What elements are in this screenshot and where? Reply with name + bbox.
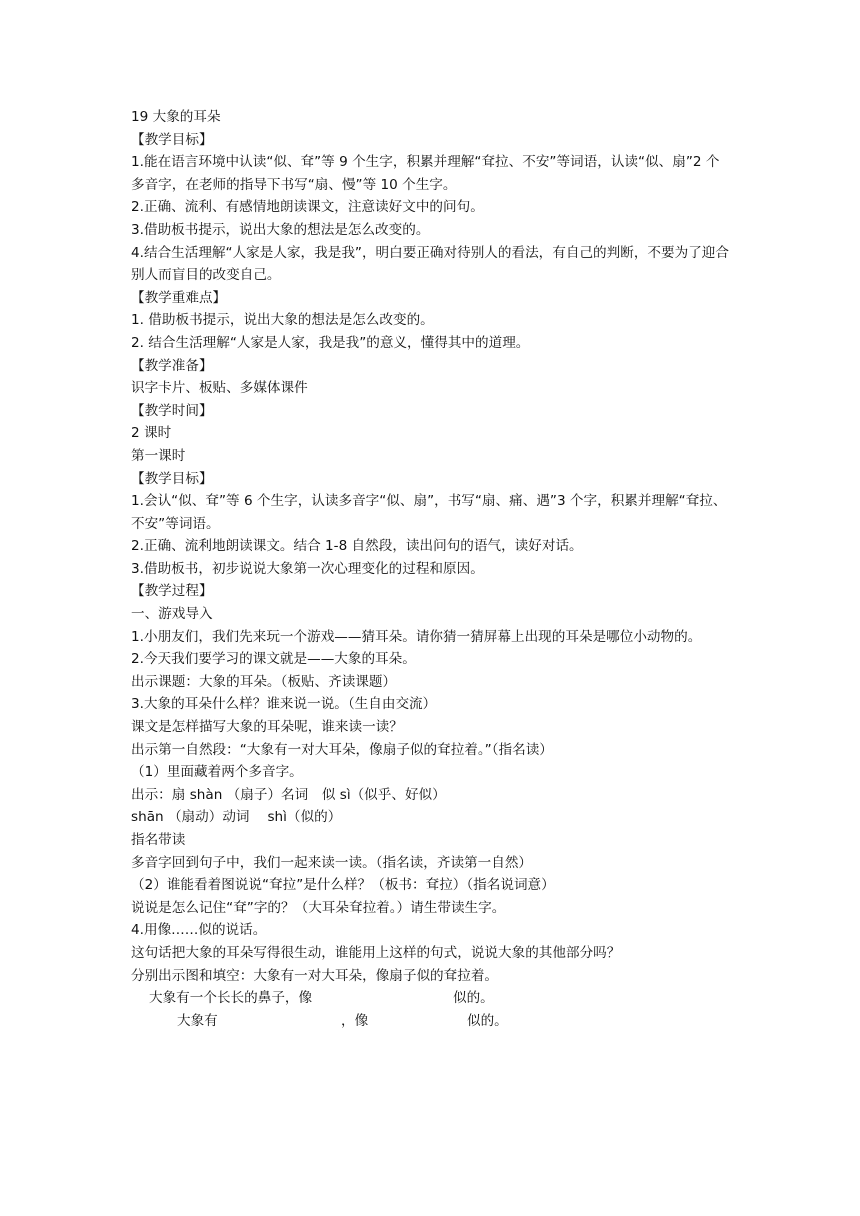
paragraph-goal-2-2: 2.正确、流利地朗读课文。结合 1-8 自然段，读出问句的语气，读好对话。: [131, 538, 583, 555]
paragraph-show-title: 出示课题：大象的耳朵。（板贴、齐读课题）: [131, 673, 397, 690]
paragraph-time: 2 课时: [131, 425, 172, 442]
paragraph-step-3: 3.大象的耳朵什么样？谁来说一说。（生自由交流）: [131, 696, 437, 713]
lesson-title: 19 大象的耳朵: [131, 109, 221, 125]
paragraph-dala: （2）谁能看着图说说“耷拉”是什么样？（板书：耷拉）（指名说词意）: [131, 877, 555, 894]
paragraph-polyphones: （1）里面藏着两个多音字。: [131, 764, 303, 781]
paragraph-how-described: 课文是怎样描写大象的耳朵呢，谁来读一读？: [131, 719, 403, 736]
paragraph-back-to-sentence: 多音字回到句子中，我们一起来读一读。（指名读，齐读第一自然）: [131, 854, 533, 871]
fill-1-suffix: 似的。: [453, 990, 494, 1007]
paragraph-step-4: 4.用像……似的说话。: [131, 922, 267, 939]
paragraph-game-intro: 一、游戏导入: [131, 606, 213, 623]
paragraph-goal-1: 1.能在语言环境中认读“似、耷”等 9 个生字，积累并理解“耷拉、不安”等词语，认读“似、扇”2 个多音字，在老师的指导下书写“扇、慢”等 10 个生字。: [131, 154, 720, 193]
paragraph-goal-2-1: 1.会认“似、耷”等 6 个生字，认读多音字“似、扇”，书写“扇、痛、遇”3 个字，积累并理解“耷拉、不安”等词语。: [131, 493, 727, 532]
heading-preparation: 【教学准备】: [131, 357, 213, 374]
fill-1-prefix: 大象有一个长长的鼻子，像: [149, 990, 313, 1007]
heading-key-points: 【教学重难点】: [131, 289, 227, 306]
paragraph-goal-3: 3.借助板书提示，说出大象的想法是怎么改变的。: [131, 221, 430, 238]
fill-blank-row-1: [131, 987, 733, 1010]
fill-blank-row-2: [131, 1010, 733, 1033]
heading-time: 【教学时间】: [131, 402, 213, 419]
paragraph-show-shan: 出示：扇 shàn （扇子）名词 似 sì（似乎、好似）: [131, 786, 446, 803]
paragraph-shan-verb: shān （扇动）动词 shì（似的）: [131, 809, 342, 826]
paragraph-key-point-2: 2. 结合生活理解“人家是人家，我是我”的意义，懂得其中的道理。: [131, 334, 530, 351]
paragraph-remember-da: 说说是怎么记住“耷”字的？（大耳朵耷拉着。）请生带读生字。: [131, 899, 506, 916]
paragraph-show-first-section: 出示第一自然段：“大象有一对大耳朵，像扇子似的耷拉着。”（指名读）: [131, 741, 553, 758]
paragraph-vivid: 这句话把大象的耳朵写得很生动，谁能用上这样的句式，说说大象的其他部分吗？: [131, 944, 621, 961]
paragraph-key-point-1: 1. 借助板书提示，说出大象的想法是怎么改变的。: [131, 312, 434, 329]
document-page: [131, 106, 733, 1032]
paragraph-show-fill: 分别出示图和填空：大象有一对大耳朵，像扇子似的耷拉着。: [131, 967, 499, 984]
heading-teaching-goals: 【教学目标】: [131, 131, 213, 148]
paragraph-lead-read: 指名带读: [131, 832, 186, 848]
fill-2-suffix: 似的。: [467, 1012, 508, 1029]
heading-process: 【教学过程】: [131, 583, 213, 600]
fill-2-prefix: 大象有: [177, 1012, 218, 1029]
paragraph-step-1: 1.小朋友们，我们先来玩一个游戏——猜耳朵。请你猜一猜屏幕上出现的耳朵是哪位小动物的。: [131, 628, 702, 645]
paragraph-goal-2-3: 3.借助板书，初步说说大象第一次心理变化的过程和原因。: [131, 560, 484, 577]
heading-teaching-goals-2: 【教学目标】: [131, 470, 213, 487]
paragraph-preparation: 识字卡片、板贴、多媒体课件: [131, 380, 308, 397]
paragraph-goal-2: 2.正确、流利、有感情地朗读课文，注意读好文中的问句。: [131, 199, 484, 216]
paragraph-first-lesson: 第一课时: [131, 447, 186, 464]
fill-2-middle: ，像: [341, 1012, 369, 1029]
paragraph-goal-4: 4.结合生活理解“人家是人家，我是我”，明白要正确对待别人的看法，有自己的判断，不要为了迎合别人而盲目的改变自己。: [131, 244, 729, 284]
paragraph-step-2: 2.今天我们要学习的课文就是——大象的耳朵。: [131, 651, 416, 668]
